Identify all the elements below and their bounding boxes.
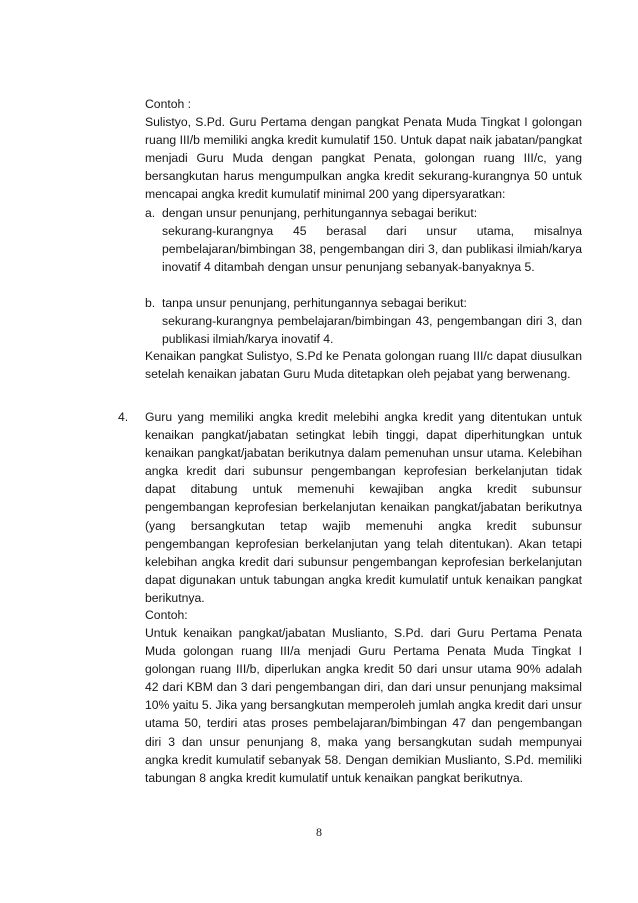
- point-4-text: Guru yang memiliki angka kredit melebihi angka kredit yang ditentukan untuk kenaikan pangkat/jabatan setingkat lebih tinggi, dapat diperhitungkan untuk kenaikan pangkat/jabatan berikutnya dalam pemenuhan unsur utama. Kelebihan angka kredit dari subunsur pengembangan keprofesian berkelanjutan tidak dapat ditabung untuk memenuhi kewajiban angka kredit subunsur pengembangan keprofesian berkelanjutan kenaikan pangkat/jabatan berikutnya (yang bersangkutan tetap wajib memenuhi angka kredit subunsur pengembangan keprofesian berkelanjutan yang telah ditentukan). Akan tetapi kelebihan angka kredit dari subunsur pengembangan keprofesian berkelanjutan dapat digunakan untuk tabungan angka kredit kumulatif untuk kenaikan pangkat berikutnya.: [145, 410, 582, 605]
- item-b-detail: sekurang-kurangnya pembelajaran/bimbingan 43, pengembangan diri 3, dan publikasi ilmiah/karya inovatif 4.: [162, 314, 582, 347]
- item-a-marker: a.: [145, 206, 156, 220]
- example1-item-b: [145, 294, 582, 348]
- item-a-lead: dengan unsur penunjang, perhitungannya sebagai berikut:: [162, 206, 478, 220]
- item-b-lead: tanpa unsur penunjang, perhitungannya sebagai berikut:: [162, 296, 467, 310]
- item-b-marker: b.: [145, 296, 156, 310]
- page-number: 8: [316, 825, 322, 839]
- example2-text: Untuk kenaikan pangkat/jabatan Muslianto, S.Pd. dari Guru Pertama Penata Muda golongan ruang III/a menjadi Guru Pertama Penata Muda Tingkat I golongan ruang III/b, diperlukan angka kredit 50 dari unsur utama 90% adalah 42 dari KBM dan 3 dari pengembangan diri, dan dari unsur penunjang maksimal 10% yaitu 5. Jika yang bersangkutan memperoleh jumlah angka kredit dari unsur utama 50, terdiri atas proses pembelajaran/bimbingan 47 dan pengembangan diri 3 dan unsur penunjang 8, maka yang bersangkutan sudah mempunyai angka kredit kumulatif sebanyak 58. Dengan demikian Muslianto, S.Pd. memiliki tabungan 8 angka kredit kumulatif untuk kenaikan pangkat berikutnya.: [145, 626, 582, 785]
- example1-item-a: [145, 204, 582, 276]
- example1-intro: Sulistyo, S.Pd. Guru Pertama dengan pangkat Penata Muda Tingkat I golongan ruang III/b memiliki angka kredit kumulatif 150. Untuk dapat naik jabatan/pangkat menjadi Guru Muda dengan pangkat Penata, golongan ruang III/c, yang bersangkutan harus mengumpulkan angka kredit sekurang-kurangnya 50 untuk mencapai angka kredit kumulatif minimal 200 yang dipersyaratkan:: [145, 115, 582, 202]
- example2-heading: Contoh:: [145, 608, 188, 622]
- example1-heading: Contoh :: [145, 97, 192, 111]
- point-4-number: 4.: [118, 410, 129, 424]
- example1-conclusion: Kenaikan pangkat Sulistyo, S.Pd ke Penata golongan ruang III/c dapat diusulkan setelah kenaikan jabatan Guru Muda ditetapkan oleh pejabat yang berwenang.: [145, 349, 582, 382]
- item-a-detail: sekurang-kurangnya 45 berasal dari unsur utama, misalnya pembelajaran/bimbingan 38, pengembangan diri 3, dan publikasi ilmiah/karya inovatif 4 ditambah dengan unsur penunjang sebanyak-banyaknya 5.: [162, 224, 582, 275]
